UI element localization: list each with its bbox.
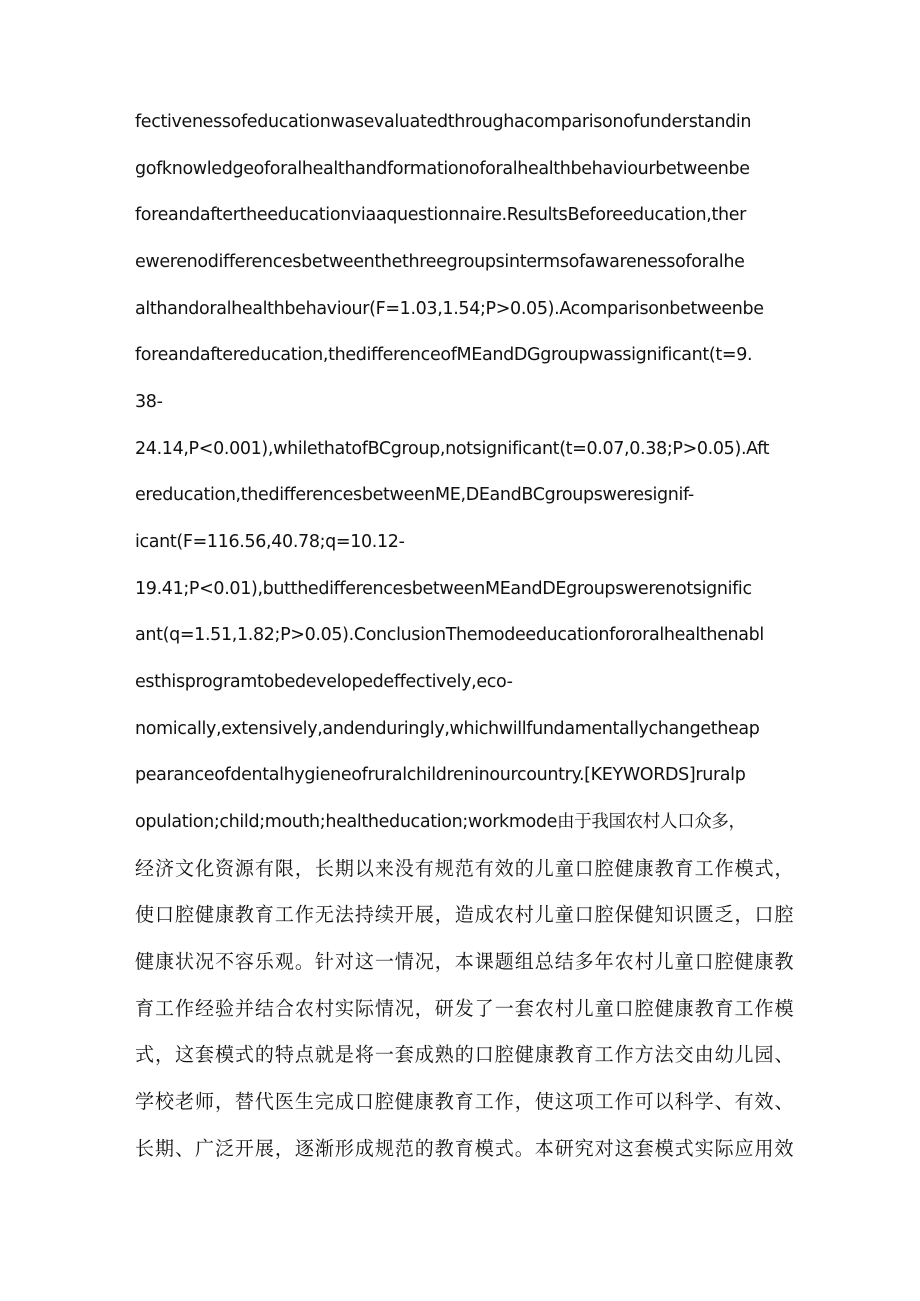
text-line: opulation;child;mouth;healtheducation;workmode由于我国农村人口众多， (135, 812, 746, 832)
text-line: foreandaftereducation,thedifferenceofMEandDGgroupwassignificant(t=9. (135, 345, 753, 365)
text-line: esthisprogramtobedevelopedeffectively,eco- (135, 672, 513, 692)
text-line: 24.14,P<0.001),whilethatofBCgroup,notsignificant(t=0.07,0.38;P>0.05).Aft (135, 439, 770, 459)
text-line: 健康状况不容乐观。针对这一情况，本课题组总结多年农村儿童口腔健康教 (135, 950, 795, 973)
text-line: 育工作经验并结合农村实际情况，研发了一套农村儿童口腔健康教育工作模 (135, 997, 795, 1020)
text-line: 长期、广泛开展，逐渐形成规范的教育模式。本研究对这套模式实际应用效 (135, 1137, 795, 1160)
text-line: ereducation,thedifferencesbetweenME,DEandBCgroupsweresignif- (135, 485, 694, 505)
text-line: 式，这套模式的特点就是将一套成熟的口腔健康教育工作方法交由幼儿园、 (135, 1043, 795, 1066)
text-line: ewerenodifferencesbetweenthethreegroupsintermsofawarenessoforalhe (135, 252, 745, 272)
text-line: nomically,extensively,andenduringly,whichwillfundamentallychangetheap (135, 719, 760, 739)
text-line: foreandaftertheeducationviaaquestionnaire.ResultsBeforeeducation,ther (135, 205, 746, 225)
text-line: pearanceofdentalhygieneofruralchildreninourcountry.[KEYWORDS]ruralp (135, 765, 746, 785)
text-line: gofknowledgeoforalhealthandformationoforalhealthbehaviourbetweenbe (135, 159, 750, 179)
text-line: 38- (135, 392, 163, 412)
text-line: althandoralhealthbehaviour(F=1.03,1.54;P>0.05).Acomparisonbetweenbe (135, 299, 764, 319)
text-line: 使口腔健康教育工作无法持续开展，造成农村儿童口腔保健知识匮乏，口腔 (135, 903, 795, 926)
text-line: icant(F=116.56,40.78;q=10.12- (135, 532, 405, 552)
text-line: ant(q=1.51,1.82;P>0.05).ConclusionThemodeeducationfororalhealthenabl (135, 625, 764, 645)
text-line: 经济文化资源有限，长期以来没有规范有效的儿童口腔健康教育工作模式， (135, 857, 795, 880)
text-line: 学校老师，替代医生完成口腔健康教育工作，使这项工作可以科学、有效、 (135, 1090, 795, 1113)
text-line: fectivenessofeducationwasevaluatedthroughacomparisonofunderstandin (135, 112, 752, 132)
text-line: 19.41;P<0.01),butthedifferencesbetweenMEandDEgroupswerenotsignific (135, 579, 752, 599)
